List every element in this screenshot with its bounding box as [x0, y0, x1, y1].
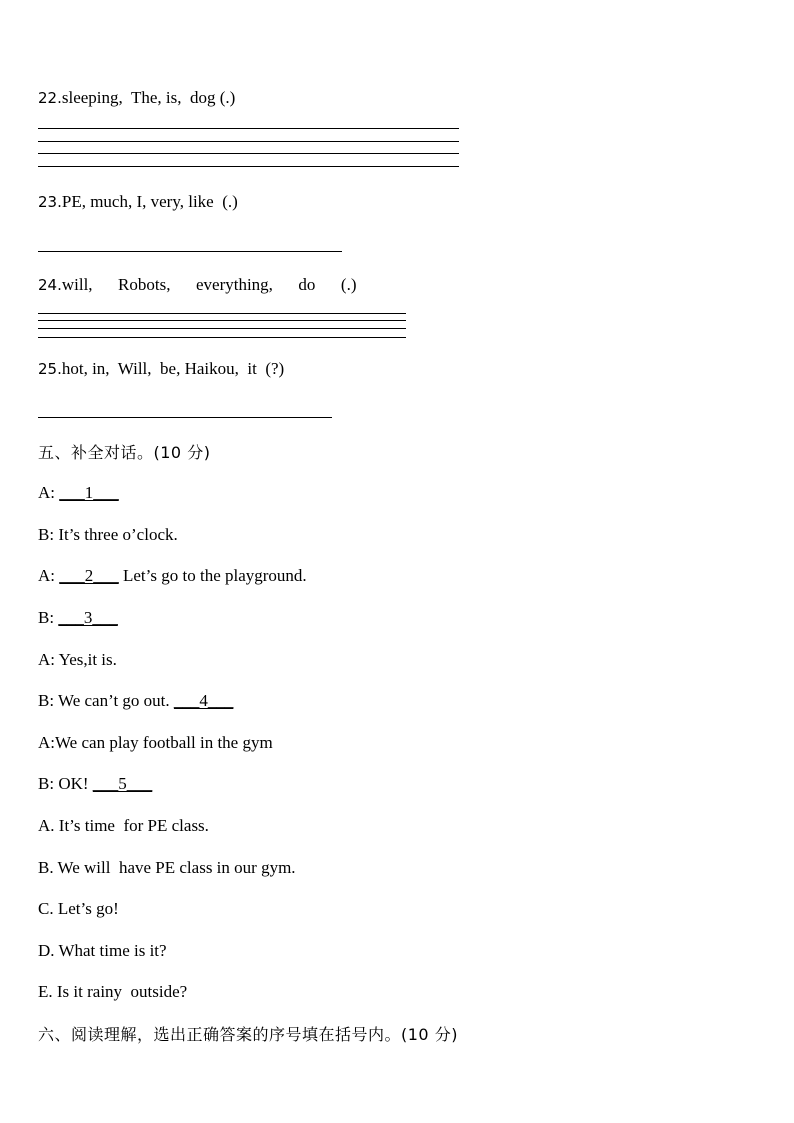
answer-line[interactable]	[38, 337, 406, 338]
option-d: D. What time is it?	[38, 941, 167, 960]
answer-line[interactable]	[38, 141, 459, 142]
speaker-label: A:	[38, 650, 55, 669]
question-number: 23.	[38, 193, 62, 211]
answer-line[interactable]	[38, 128, 459, 129]
answer-line[interactable]	[38, 153, 459, 154]
option-a: A. It’s time for PE class.	[38, 816, 209, 835]
answer-line[interactable]	[38, 320, 406, 321]
answer-line[interactable]	[38, 417, 332, 418]
question-number: 25.	[38, 360, 62, 378]
option-b: B. We will have PE class in our gym.	[38, 858, 296, 877]
question-words: hot, in, Will, be, Haikou, it (?)	[61, 359, 285, 378]
speaker-label: B:	[38, 525, 55, 544]
speaker-label: A:	[38, 733, 55, 752]
question-number: 22.	[38, 89, 62, 107]
answer-line[interactable]	[38, 313, 406, 314]
speaker-label: A:	[38, 566, 55, 585]
blank-4[interactable]: ___4___	[173, 691, 234, 710]
question-22	[38, 88, 235, 108]
section-5-title: 五、补全对话。(10 分)	[38, 443, 211, 462]
dialogue-line-2	[38, 525, 178, 545]
dialogue-text: OK!	[58, 774, 93, 793]
dialogue-text: Let’s go to the playground.	[118, 566, 307, 585]
blank-3[interactable]: ___3___	[58, 608, 118, 627]
answer-line[interactable]	[38, 328, 406, 329]
blank-5[interactable]: ___5___	[92, 774, 153, 793]
speaker-label: A:	[38, 483, 55, 502]
question-number: 24.	[38, 276, 62, 294]
answer-line[interactable]	[38, 166, 459, 167]
section-6-title: 六、阅读理解，选出正确答案的序号填在括号内。(10 分)	[38, 1025, 458, 1044]
speaker-label: B:	[38, 608, 55, 627]
answer-line[interactable]	[38, 251, 342, 252]
question-words: will, Robots, everything, do (.)	[61, 275, 357, 294]
speaker-label: B:	[38, 774, 55, 793]
option-e: E. Is it rainy outside?	[38, 982, 188, 1001]
question-words: sleeping, The, is, dog (.)	[61, 88, 236, 107]
dialogue-text: We can’t go out.	[58, 691, 174, 710]
question-24	[38, 275, 357, 295]
question-25	[38, 359, 284, 379]
dialogue-line-7	[38, 733, 273, 753]
dialogue-line-1	[38, 483, 119, 503]
dialogue-text: It’s three o’clock.	[58, 525, 178, 544]
dialogue-text: Yes,it is.	[58, 650, 117, 669]
blank-2[interactable]: ___2___	[59, 566, 119, 585]
dialogue-line-8	[38, 774, 152, 794]
speaker-label: B:	[38, 691, 55, 710]
question-words: PE, much, I, very, like (.)	[61, 192, 238, 211]
dialogue-line-5	[38, 650, 117, 670]
dialogue-line-3	[38, 566, 307, 586]
dialogue-line-6	[38, 691, 233, 711]
dialogue-line-4	[38, 608, 118, 628]
dialogue-text: We can play football in the gym	[55, 733, 273, 752]
blank-1[interactable]: ___1___	[59, 483, 119, 502]
question-23	[38, 192, 238, 212]
option-c: C. Let’s go!	[38, 899, 119, 918]
